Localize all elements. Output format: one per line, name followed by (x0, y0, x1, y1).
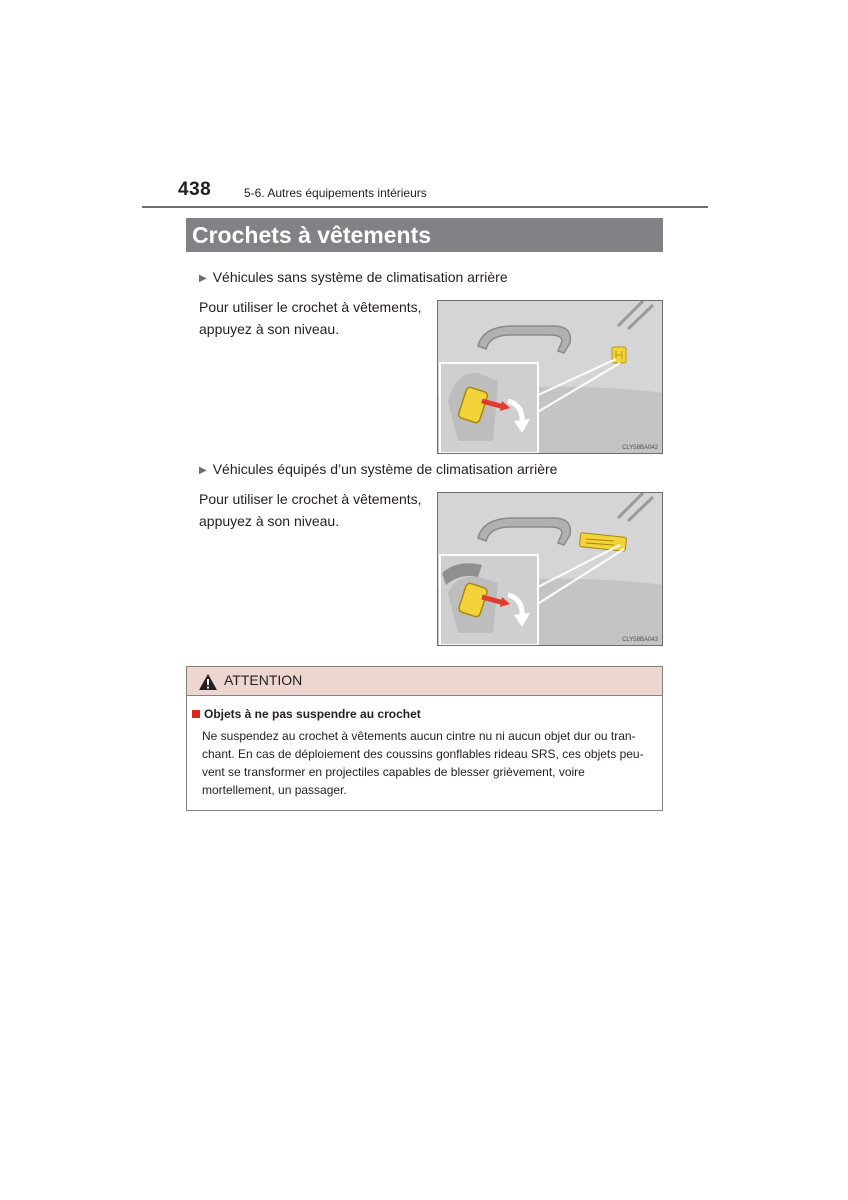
warning-box (186, 666, 663, 811)
warning-header (187, 667, 662, 696)
bullet-with-rear-ac (199, 461, 557, 477)
warning-subheading (192, 707, 421, 721)
warning-line: Ne suspendez au crochet à vêtements aucun cintre nu ni aucun objet dur ou tran- (202, 729, 636, 743)
bullet-label: Véhicules sans système de climatisation arrière (212, 269, 508, 285)
instruction-text (199, 296, 431, 340)
instruction-line: appuyez à son niveau. (199, 321, 340, 337)
triangle-bullet-icon: ▶ (199, 465, 207, 476)
figure-code: CLY58BA043 (622, 637, 658, 643)
red-square-marker-icon (192, 710, 200, 718)
warning-triangle-icon (199, 674, 217, 690)
figure-coat-hook-with-rear-ac (437, 492, 663, 646)
triangle-bullet-icon: ▶ (199, 273, 207, 284)
bullet-label: Véhicules équipés d’un système de climatisation arrière (212, 461, 558, 477)
warning-line: mortellement, un passager. (202, 783, 347, 797)
page-title: Crochets à vêtements (186, 218, 663, 252)
warning-subheading-text: Objets à ne pas suspendre au crochet (204, 707, 421, 721)
warning-line: chant. En cas de déploiement des coussins gonflables rideau SRS, ces objets peu- (202, 747, 644, 761)
warning-line: vent se transformer en projectiles capables de blesser grièvement, voire (202, 765, 585, 779)
instruction-line: Pour utiliser le crochet à vêtements, (199, 491, 422, 507)
bullet-no-rear-ac (199, 269, 508, 285)
page-number: 438 (178, 179, 212, 200)
figure-code: CLY58BA042 (622, 445, 658, 451)
header-rule (142, 206, 708, 208)
figure-coat-hook-no-rear-ac (437, 300, 663, 454)
warning-body (202, 727, 654, 799)
instruction-line: appuyez à son niveau. (199, 513, 340, 529)
coat-hook-illustration (438, 493, 663, 646)
coat-hook-illustration (438, 301, 663, 454)
instruction-line: Pour utiliser le crochet à vêtements, (199, 299, 422, 315)
section-label: 5-6. Autres équipements intérieurs (244, 186, 427, 200)
instruction-text (199, 488, 431, 532)
warning-title: ATTENTION (224, 672, 303, 688)
